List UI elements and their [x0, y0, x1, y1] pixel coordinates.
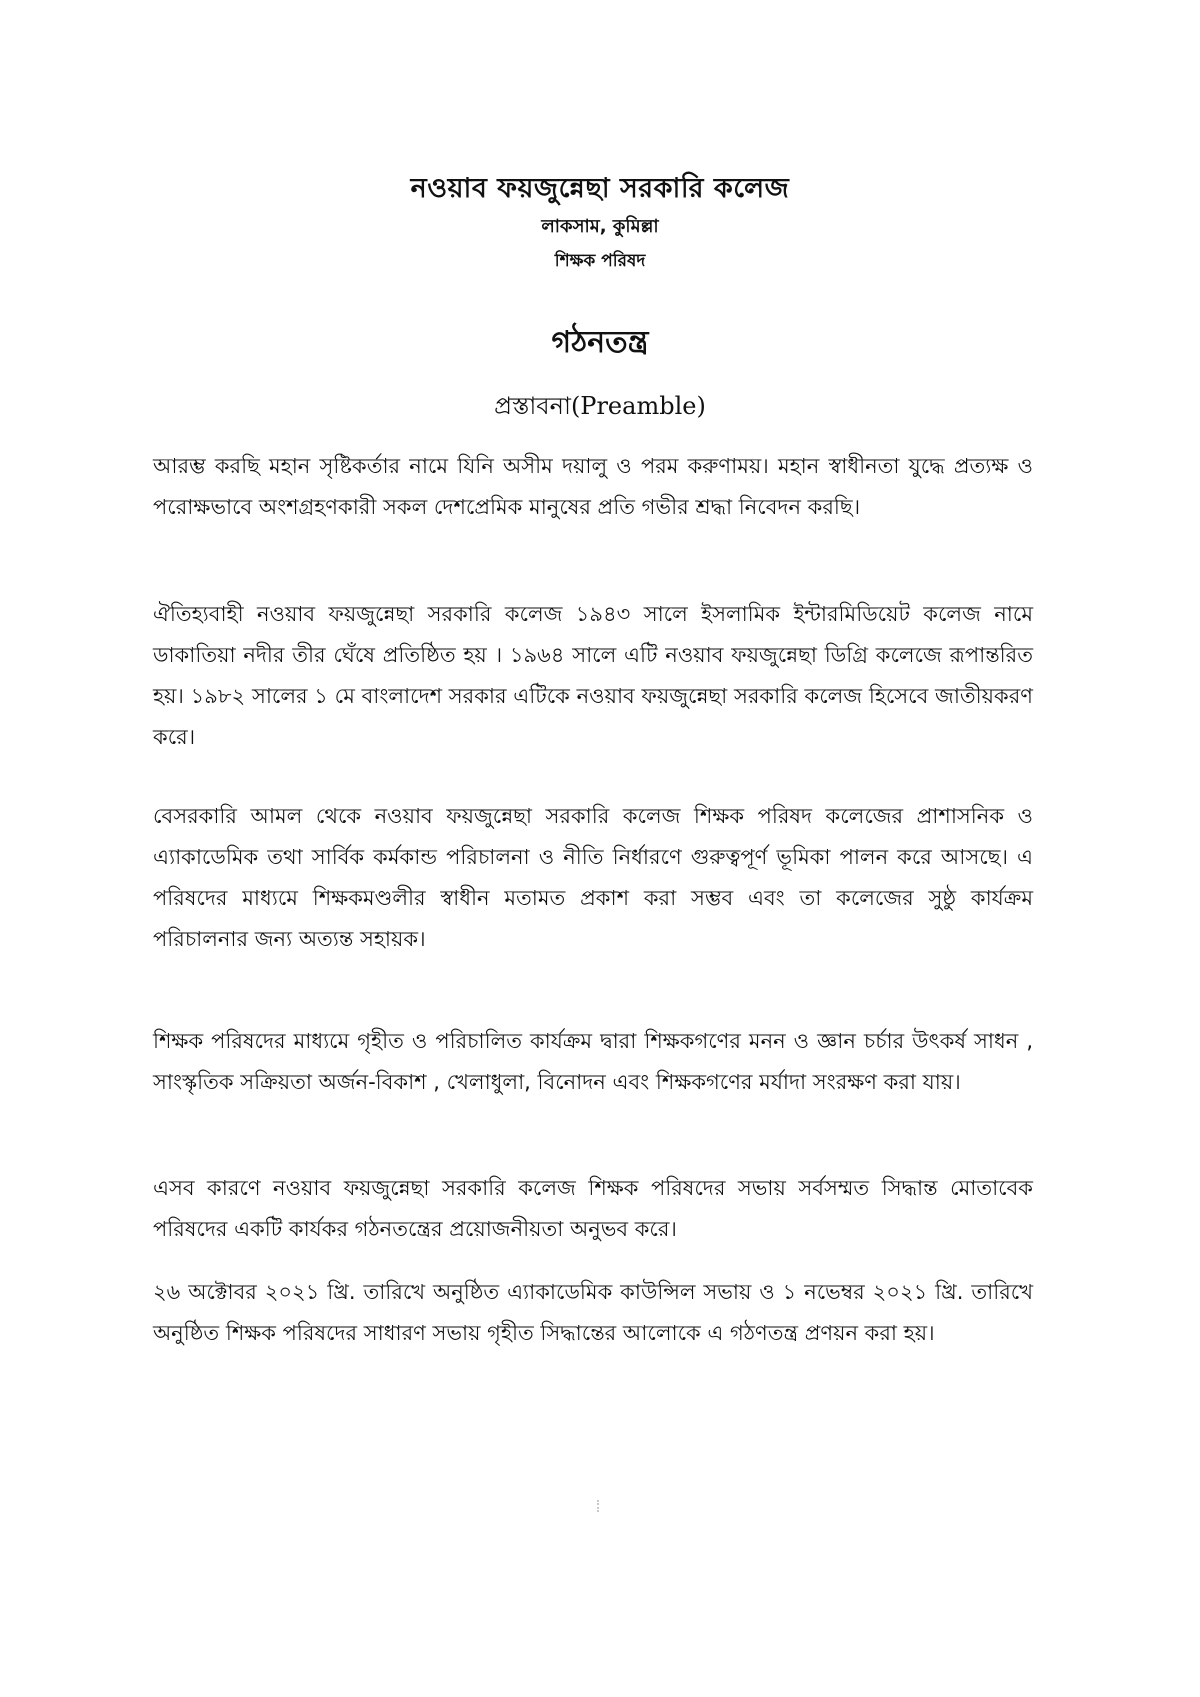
preamble-heading: প্রস্তাবনা(Preamble): [494, 392, 706, 420]
paragraph-council-role: বেসরকারি আমল থেকে নওয়াব ফয়জুন্নেছা সরকারি কলেজ শিক্ষক পরিষদ কলেজের প্রাশাসনিক ও এ্যাকাডেমিক তথা সার্বিক কর্মকান্ড পরিচালনা ও নীতি নির্ধারণে গুরুত্বপূর্ণ ভূমিকা পালন করে আসছে। এ পরিষদের মাধ্যমে শিক্ষকমণ্ডলীর স্বাধীন মতামত প্রকাশ করা সম্ভব এবং তা কলেজের সুষ্ঠু কার্যক্রম পরিচালনার জন্য অত্যন্ত সহায়ক।: [153, 804, 1033, 951]
paragraph-invocation: আরম্ভ করছি মহান সৃষ্টিকর্তার নামে যিনি অসীম দয়ালু ও পরম করুণাময়। মহান স্বাধীনতা যুদ্ধে প্রত্যক্ষ ও পরোক্ষভাবে অংশগ্রহণকারী সকল দেশপ্রেমিক মানুষের প্রতি গভীর শ্রদ্ধা নিবেদন করছি।: [153, 454, 1033, 519]
paragraph-adoption: ২৬ অক্টোবর ২০২১ খ্রি. তারিখে অনুষ্ঠিত এ্যাকাডেমিক কাউন্সিল সভায় ও ১ নভেম্বর ২০২১ খ্রি. তারিখে অনুষ্ঠিত শিক্ষক পরিষদের সাধারণ সভায় গৃহীত সিদ্ধান্তের আলোকে এ গঠণতন্ত্র প্রণয়ন করা হয়।: [153, 1280, 1033, 1345]
document-title: গঠনতন্ত্র: [551, 325, 649, 360]
college-name: নওয়াব ফয়জুন্নেছা সরকারি কলেজ: [410, 173, 790, 204]
paragraph-history: ঐতিহ্যবাহী নওয়াব ফয়জুন্নেছা সরকারি কলেজ ১৯৪৩ সালে ইসলামিক ইন্টারমিডিয়েট কলেজ নামে ডাকাতিয়া নদীর তীর ঘেঁষে প্রতিষ্ঠিত হয় । ১৯৬৪ সালে এটি নওয়াব ফয়জুন্নেছা ডিগ্রি কলেজে রূপান্তরিত হয়। ১৯৮২ সালের ১ মে বাংলাদেশ সরকার এটিকে নওয়াব ফয়জুন্নেছা সরকারি কলেজ হিসেবে জাতীয়করণ করে।: [153, 602, 1033, 749]
paragraph-council-benefits: শিক্ষক পরিষদের মাধ্যমে গৃহীত ও পরিচালিত কার্যক্রম দ্বারা শিক্ষকগণের মনন ও জ্ঞান চর্চার উৎকর্ষ সাধন , সাংস্কৃতিক সক্রিয়তা অর্জন-বিকাশ , খেলাধুলা, বিনোদন এবং শিক্ষকগণের মর্যাদা সংরক্ষণ করা যায়।: [153, 1029, 1033, 1094]
scan-artifact-mark: [597, 1500, 601, 1512]
paragraph-need-for-constitution: এসব কারণে নওয়াব ফয়জুন্নেছা সরকারি কলেজ শিক্ষক পরিষদের সভায় সর্বসম্মত সিদ্ধান্ত মোতাবেক পরিষদের একটি কার্যকর গঠনতন্ত্রের প্রয়োজনীয়তা অনুভব করে।: [153, 1176, 1033, 1241]
teachers-council-label: শিক্ষক পরিষদ: [554, 251, 646, 271]
college-location: লাকসাম, কুমিল্লা: [541, 216, 659, 237]
